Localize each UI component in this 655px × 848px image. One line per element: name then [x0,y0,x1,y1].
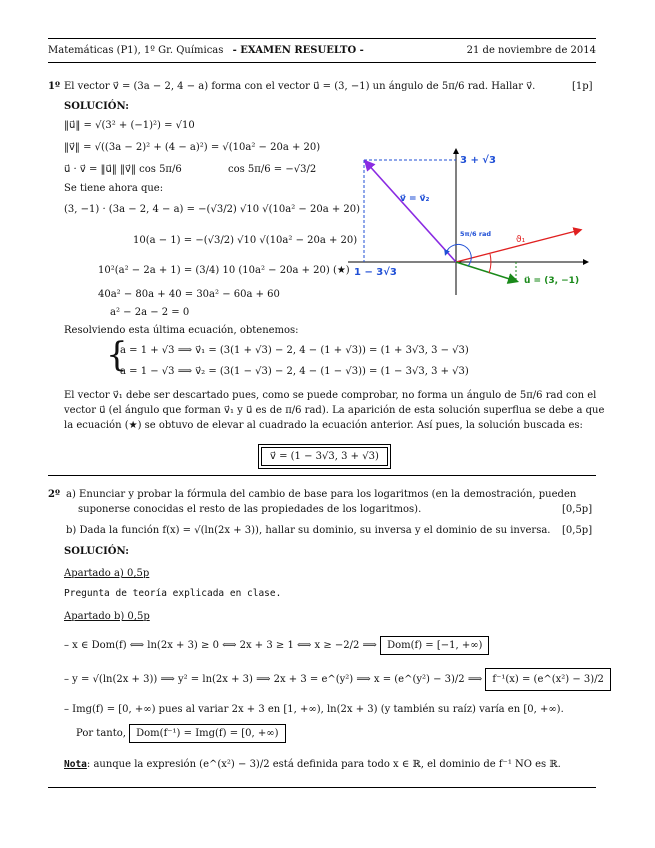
q1-eq-2: 10(a − 1) = −(√3/2) √10 √(10a² − 20a + 20) [133,235,358,246]
vector-u [456,262,516,281]
q1-case-2: a = 1 − √3 ⟹ v⃗₂ = (3(1 − √3) − 2, 4 − (1 − √3)) = (1 − 3√3, 3 + √3) [120,366,469,377]
label-x: 1 − 3√3 [354,267,397,278]
q1-eq-5: a² − 2a − 2 = 0 [110,307,190,318]
q1-line-norm-u: ‖u⃗‖ = √(3² + (−1)²) = √10 [64,120,195,131]
q1-case-1: a = 1 + √3 ⟹ v⃗₁ = (3(1 + √3) − 2, 4 − (1 + √3)) = (1 + 3√3, 3 − √3) [120,345,469,356]
q1-solution-label: SOLUCIÓN: [64,101,129,112]
header-course: Matemáticas (P1), 1º Gr. Químicas [48,45,224,56]
q1-answer-box [258,444,391,469]
q1-eq-4: 40a² − 80a + 40 = 30a² − 60a + 60 [98,289,280,300]
vector-figure [340,145,596,300]
label-theta: ϑ₁ [516,235,526,245]
q2-conclusion [76,724,286,743]
label-u: u⃗ = (3, −1) [524,276,580,286]
q2-inverse-derivation: – y = √(ln(2x + 3)) ⟹ y² = ln(2x + 3) ⟹ 2x + 3 = e^(y²) ⟹ x = (e^(y²) − 3)/2 ⟹ [64,674,483,685]
vector-v2 [366,162,456,262]
header-title: - EXAMEN RESUELTO - [232,45,364,56]
q2-part-a-answer: Pregunta de teoría explicada en clase. [64,588,282,599]
q2-conclusion-text: Por tanto, [76,728,126,739]
q2-note-text: : aunque la expresión (e^(x²) − 3)/2 está definida para todo x ∈ ℝ, el dominio de f⁻¹ NO es ℝ. [86,759,561,770]
q1-paragraph-1: El vector v⃗₁ debe ser descartado pues, como se puede comprobar, no forma un ángulo de 5π/6 rad con el [64,390,597,401]
q1-line-norm-v: ‖v⃗‖ = √((3a − 2)² + (4 − a)²) = √(10a² − 20a + 20) [64,142,321,153]
q2-part-a-line2: suponerse conocidas el resto de las propiedades de los logaritmos). [78,504,422,515]
q1-eq-1: (3, −1) · (3a − 2, 4 − a) = −(√3/2) √10 √(10a² − 20a + 20) [64,204,361,215]
section-rule-1 [48,475,596,476]
q1-points: [1p] [572,81,593,92]
q2-solution-label: SOLUCIÓN: [64,546,129,557]
q1-line-solving: Resolviendo esta última ecuación, obtenemos: [64,325,299,336]
label-y: 3 + √3 [460,155,496,166]
q2-inverse-box: f⁻¹(x) = (e^(x²) − 3)/2 [485,668,611,691]
header-bottom-rule [48,62,596,63]
q1-answer: v⃗ = (1 − 3√3, 3 + √3) [261,447,388,466]
header-top-rule [48,38,596,39]
q2-result-inverse [64,668,611,691]
cases-brace: { [106,335,128,375]
q2-part-b-heading: Apartado b) 0,5p [64,611,150,622]
q1-line-text: Se tiene ahora que: [64,183,164,194]
angle-arc-theta [489,254,491,273]
q2-result-image: – Img(f) = [0, +∞) pues al variar 2x + 3 en [1, +∞), ln(2x + 3) (y también su raíz) varía en [0, +∞). [64,704,564,715]
header-date: 21 de noviembre de 2014 [466,45,596,56]
q2-part-b-points: [0,5p] [562,525,593,536]
q2-part-a-line1: a) Enunciar y probar la fórmula del cambio de base para los logaritmos (en la demostración, pueden [66,489,577,500]
q2-domain-derivation: – x ∈ Dom(f) ⟺ ln(2x + 3) ≥ 0 ⟺ 2x + 3 ≥ 1 ⟺ x ≥ −2/2 ⟹ [64,640,377,651]
label-angle: 5π/6 rad [460,230,492,238]
q2-part-a-points: [0,5p] [562,504,593,515]
q2-domain-box: Dom(f) = [−1, +∞) [380,636,489,655]
q1-paragraph-2: vector u⃗ (el ángulo que forman v⃗₁ y u⃗ es de π/6 rad). La aparición de esta solución superflua se debe a que [64,405,605,416]
q2-part-b: b) Dada la función f(x) = √(ln(2x + 3)), hallar su dominio, su inversa y el dominio de su inversa. [66,525,551,536]
q2-result-domain [64,636,489,655]
q1-eq-3: 10²(a² − 2a + 1) = (3/4) 10 (10a² − 20a + 20) (★) [98,265,350,276]
label-v: v⃗ = v⃗₂ [400,194,430,204]
q2-conclusion-box: Dom(f⁻¹) = Img(f) = [0, +∞) [129,724,285,743]
q1-line-dot: u⃗ · v⃗ = ‖u⃗‖ ‖v⃗‖ cos 5π/6 [64,164,182,175]
q1-number: 1º [48,81,60,92]
q1-paragraph-3: la ecuación (★) se obtuvo de elevar al cuadrado la ecuación anterior. Así pues, la solución buscada es: [64,420,583,431]
section-rule-2 [48,787,596,788]
q2-note-label: Nota [64,759,87,770]
q1-statement: El vector v⃗ = (3a − 2, 4 − a) forma con el vector u⃗ = (3, −1) un ángulo de 5π/6 rad. Hallar v⃗. [64,81,536,92]
page-header [48,44,596,57]
q2-note [64,758,561,771]
q1-line-cos: cos 5π/6 = −√3/2 [228,164,317,175]
q2-part-a-heading: Apartado a) 0,5p [64,568,150,579]
q2-number: 2º [48,489,60,500]
